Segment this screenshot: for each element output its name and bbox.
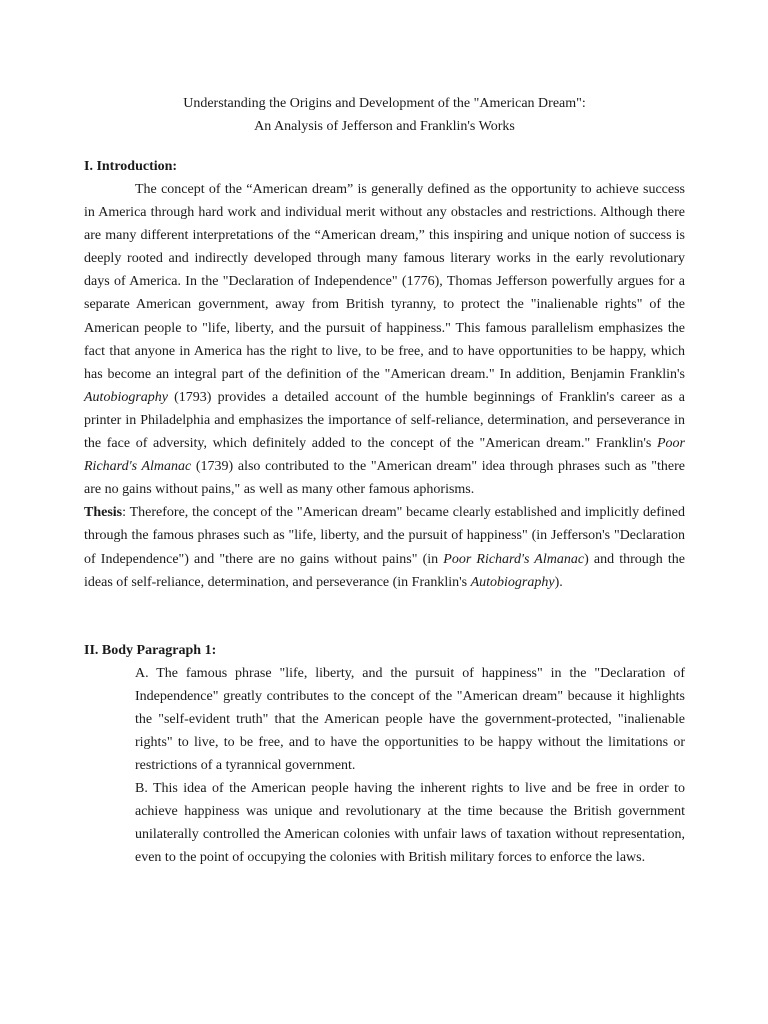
intro-italic-autobiography: Autobiography <box>84 389 168 405</box>
document-title-line-2: An Analysis of Jefferson and Franklin's Works <box>254 119 515 134</box>
thesis-italic-autobiography: Autobiography <box>470 574 555 590</box>
thesis-text-part-3: ). <box>554 574 563 590</box>
intro-text-part-3: (1739) also contributed to the "American dream" idea through phrases such as "there are no gains without pains," as well as many other famous aphorisms. <box>84 459 685 498</box>
thesis-text-part-1: : Therefore, the concept of the "American dream" became clearly established and implicitly defined through the famous phrases such as "life, liberty, and the pursuit of happiness" (in Jefferson's "Declaration of Independence") and "there are no gains without pains" (in <box>84 505 685 567</box>
list-item-a: A. The famous phrase "life, liberty, and the pursuit of happiness" in the "Declaration of Independence" greatly contributes to the concept of the "American dream" because it highlights the "self-evident truth" that the American people have the government-protected, "inalienable rights" to live, to be free, and to have the opportunities to be happy without the limitations or restrictions of a tyrannical government. <box>135 665 685 774</box>
document-title-line-1: Understanding the Origins and Development of the "American Dream": <box>183 96 586 111</box>
introduction-paragraph <box>84 178 685 501</box>
intro-text-part-1: The concept of the “American dream” is generally defined as the opportunity to achieve success in America through hard work and individual merit without any obstacles and restrictions. Although there are many different interpretations of the “American dream,” this inspiring and unique notion of success is deeply rooted and indirectly developed through many famous literary works in the early revolutionary days of America. In the "Declaration of Independence" (1776), Thomas Jefferson powerfully argues for a separate American government, away from British tyranny, to protect the "inalienable rights" of the American people to "life, liberty, and the pursuit of happiness." This famous parallelism emphasizes the fact that anyone in America has the right to live, to be free, and to have opportunities to be happy, which has become an integral part of the definition of the "American dream." In addition, Benjamin Franklin's <box>84 182 685 382</box>
thesis-label: Thesis <box>84 505 123 521</box>
list-item-b: B. This idea of the American people having the inherent rights to live and be free in order to achieve happiness was unique and revolutionary at the time because the British government unilaterally controlled the American colonies with unfair laws of taxation without representation, even to the point of occupying the colonies with British military forces to enforce the laws. <box>135 781 685 866</box>
intro-italic-almanac: Poor Richard's Almanac <box>84 436 685 475</box>
document-page <box>84 92 685 870</box>
body-paragraph-1-list <box>84 662 685 870</box>
thesis-paragraph <box>84 501 685 593</box>
intro-text-part-2: (1793) provides a detailed account of the humble beginnings of Franklin's career as a printer in Philadelphia and emphasizes the importance of self-reliance, determination, and perseverance in the face of adversity, which definitely added to the concept of the "American dream." Franklin's <box>84 389 685 452</box>
introduction-heading: I. Introduction: <box>84 159 178 174</box>
thesis-italic-almanac: Poor Richard's Almanac <box>443 551 585 567</box>
body-paragraph-1-heading: II. Body Paragraph 1: <box>84 642 217 658</box>
thesis-text-part-2: ) and through the ideas of self-reliance, determination, and perseverance (in Franklin's <box>84 551 686 590</box>
